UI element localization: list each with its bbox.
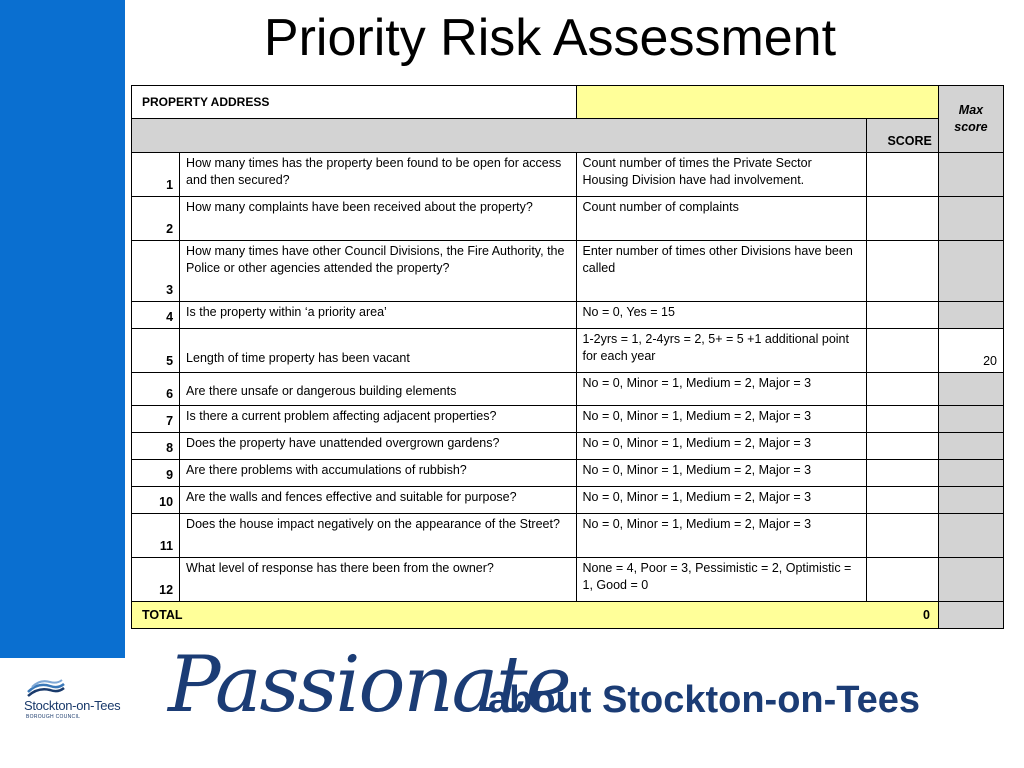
table-row — [132, 329, 1004, 373]
table-row — [132, 153, 1004, 197]
row-score-input[interactable] — [866, 241, 938, 302]
property-address-label-cell — [132, 86, 577, 119]
row-guidance: No = 0, Minor = 1, Medium = 2, Major = 3 — [576, 514, 866, 558]
council-logo-waves-icon — [26, 676, 66, 698]
score-header-row — [132, 119, 1004, 153]
slogan-script-word: Passionate — [168, 640, 570, 730]
total-max-cell — [938, 602, 1003, 629]
row-guidance: No = 0, Minor = 1, Medium = 2, Major = 3 — [576, 460, 866, 487]
row-guidance: No = 0, Minor = 1, Medium = 2, Major = 3 — [576, 433, 866, 460]
row-question: How many complaints have been received about the property? — [180, 197, 576, 241]
table-row — [132, 487, 1004, 514]
table-row — [132, 514, 1004, 558]
table-row — [132, 197, 1004, 241]
row-guidance: None = 4, Poor = 3, Pessimistic = 2, Optimistic = 1, Good = 0 — [576, 558, 866, 602]
row-score-input[interactable] — [866, 373, 938, 406]
row-max-score — [938, 558, 1003, 602]
row-number: 4 — [132, 302, 180, 329]
row-score-input[interactable] — [866, 302, 938, 329]
table-row — [132, 373, 1004, 406]
table-row — [132, 241, 1004, 302]
row-max-score — [938, 406, 1003, 433]
max-score-header-line1: Max — [958, 103, 984, 117]
row-max-score — [938, 460, 1003, 487]
row-question: Does the property have unattended overgrown gardens? — [180, 433, 576, 460]
council-logo-subtitle: BOROUGH COUNCIL — [26, 714, 81, 720]
table-row — [132, 406, 1004, 433]
row-score-input[interactable] — [866, 197, 938, 241]
score-header: SCORE — [866, 119, 938, 153]
row-guidance: 1-2yrs = 1, 2-4yrs = 2, 5+ = 5 +1 additional point for each year — [576, 329, 866, 373]
max-score-header — [938, 86, 1003, 153]
row-question: What level of response has there been from the owner? — [180, 558, 576, 602]
row-max-score — [938, 197, 1003, 241]
row-max-score — [938, 373, 1003, 406]
row-score-input[interactable] — [866, 433, 938, 460]
row-number: 7 — [132, 406, 180, 433]
table-row — [132, 302, 1004, 329]
total-cell — [132, 602, 939, 629]
row-question: Is the property within ‘a priority area’ — [180, 302, 576, 329]
row-max-score — [938, 241, 1003, 302]
left-accent-bar — [0, 0, 125, 658]
row-question: Are there problems with accumulations of rubbish? — [180, 460, 576, 487]
row-number: 6 — [132, 373, 180, 406]
page-title: Priority Risk Assessment — [263, 9, 837, 67]
property-address-input[interactable] — [576, 86, 938, 119]
score-header-spacer — [132, 119, 867, 153]
total-label: TOTAL — [142, 607, 183, 622]
row-max-score — [938, 433, 1003, 460]
row-number: 10 — [132, 487, 180, 514]
row-guidance: No = 0, Yes = 15 — [576, 302, 866, 329]
row-guidance: Count number of complaints — [576, 197, 866, 241]
total-row — [132, 602, 1004, 629]
row-number: 2 — [132, 197, 180, 241]
property-address-row — [132, 86, 1004, 119]
row-score-input[interactable] — [866, 487, 938, 514]
row-score-input[interactable] — [866, 153, 938, 197]
row-max-score — [938, 487, 1003, 514]
row-question: Is there a current problem affecting adjacent properties? — [180, 406, 576, 433]
council-logo-name: Stockton-on-Tees — [24, 698, 121, 713]
row-score-input[interactable] — [866, 514, 938, 558]
row-number: 11 — [132, 514, 180, 558]
total-value: 0 — [922, 607, 930, 622]
slogan-text: about Stockton-on-Tees — [488, 679, 921, 721]
row-question: Length of time property has been vacant — [180, 329, 576, 373]
max-score-header-line2: score — [954, 120, 988, 134]
row-number: 8 — [132, 433, 180, 460]
row-max-score: 20 — [938, 329, 1003, 373]
row-guidance: No = 0, Minor = 1, Medium = 2, Major = 3 — [576, 406, 866, 433]
row-number: 12 — [132, 558, 180, 602]
row-score-input[interactable] — [866, 460, 938, 487]
row-question: Are the walls and fences effective and suitable for purpose? — [180, 487, 576, 514]
table-row — [132, 558, 1004, 602]
row-score-input[interactable] — [866, 406, 938, 433]
row-guidance: Enter number of times other Divisions have been called — [576, 241, 866, 302]
property-address-label: PROPERTY ADDRESS — [142, 94, 270, 109]
row-question: How many times has the property been found to be open for access and then secured? — [180, 153, 576, 197]
row-number: 5 — [132, 329, 180, 373]
table-row — [132, 460, 1004, 487]
council-logo — [24, 676, 129, 726]
table-row — [132, 433, 1004, 460]
row-number: 1 — [132, 153, 180, 197]
row-question: How many times have other Council Divisions, the Fire Authority, the Police or other agencies attended the property? — [180, 241, 576, 302]
row-guidance: No = 0, Minor = 1, Medium = 2, Major = 3 — [576, 373, 866, 406]
row-score-input[interactable] — [866, 329, 938, 373]
row-question: Are there unsafe or dangerous building elements — [180, 373, 576, 406]
row-max-score — [938, 514, 1003, 558]
row-question: Does the house impact negatively on the appearance of the Street? — [180, 514, 576, 558]
row-guidance: No = 0, Minor = 1, Medium = 2, Major = 3 — [576, 487, 866, 514]
risk-table-body — [131, 85, 1004, 629]
row-number: 3 — [132, 241, 180, 302]
row-guidance: Count number of times the Private Sector Housing Division have had involvement. — [576, 153, 866, 197]
row-number: 9 — [132, 460, 180, 487]
row-max-score — [938, 153, 1003, 197]
row-score-input[interactable] — [866, 558, 938, 602]
slogan-banner — [168, 630, 988, 760]
row-max-score — [938, 302, 1003, 329]
